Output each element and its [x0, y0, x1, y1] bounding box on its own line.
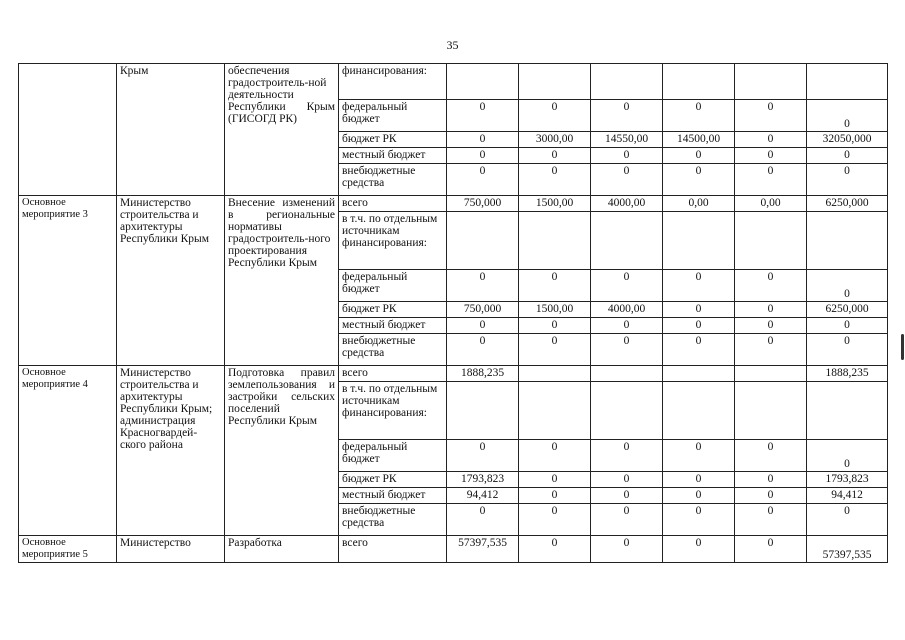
value-cell: 0	[519, 148, 591, 164]
funding-source-cell: внебюджетные средства	[339, 504, 447, 536]
value-cell: 0	[519, 488, 591, 504]
value-cell	[807, 212, 888, 270]
value-cell: 0	[591, 488, 663, 504]
table-row	[19, 536, 888, 563]
value-cell: 0	[807, 100, 888, 132]
value-cell	[591, 366, 663, 382]
value-cell: 57397,535	[447, 536, 519, 563]
value-cell: 0	[519, 270, 591, 302]
funding-source-cell: местный бюджет	[339, 488, 447, 504]
value-cell: 0	[591, 148, 663, 164]
value-cell	[807, 382, 888, 440]
value-cell: 750,000	[447, 302, 519, 318]
value-cell	[519, 212, 591, 270]
value-cell: 0	[735, 270, 807, 302]
value-cell: 0	[807, 270, 888, 302]
value-cell: 0	[663, 164, 735, 196]
funding-source-cell: федеральный бюджет	[339, 440, 447, 472]
value-cell: 0	[807, 440, 888, 472]
value-cell: 1888,235	[807, 366, 888, 382]
value-cell	[591, 64, 663, 100]
value-cell: 0	[447, 148, 519, 164]
value-cell: 0	[735, 440, 807, 472]
value-cell	[519, 382, 591, 440]
value-cell: 0	[663, 536, 735, 563]
funding-source-cell: местный бюджет	[339, 148, 447, 164]
value-cell: 0	[591, 318, 663, 334]
value-cell: 0	[735, 488, 807, 504]
value-cell: 0	[591, 504, 663, 536]
value-cell	[663, 64, 735, 100]
value-cell: 0	[591, 270, 663, 302]
value-cell: 4000,00	[591, 302, 663, 318]
table-row	[19, 196, 888, 212]
value-cell: 0	[735, 318, 807, 334]
value-cell: 1500,00	[519, 196, 591, 212]
description-cell: Внесение изменений в региональные нормативы градостроитель-ного проектирования Республики Крым	[225, 196, 339, 366]
value-cell: 0	[447, 164, 519, 196]
table-row	[19, 366, 888, 382]
value-cell: 0	[447, 318, 519, 334]
executor-cell: Министерство строительства и архитектуры Республики Крым; администрация Красногвардей-ского района	[117, 366, 225, 536]
value-cell: 0	[807, 504, 888, 536]
activity-cell: Основное мероприятие 3	[19, 196, 117, 366]
value-cell	[591, 382, 663, 440]
funding-source-cell: федеральный бюджет	[339, 100, 447, 132]
value-cell: 0	[663, 504, 735, 536]
value-cell: 0	[735, 164, 807, 196]
activity-cell: Основное мероприятие 4	[19, 366, 117, 536]
value-cell: 1500,00	[519, 302, 591, 318]
table-row	[19, 64, 888, 100]
value-cell	[447, 382, 519, 440]
value-cell: 0	[735, 472, 807, 488]
value-cell: 94,412	[447, 488, 519, 504]
value-cell: 0	[591, 472, 663, 488]
value-cell: 0	[519, 504, 591, 536]
value-cell: 0,00	[735, 196, 807, 212]
value-cell: 0	[735, 100, 807, 132]
value-cell: 14550,00	[591, 132, 663, 148]
value-cell: 0	[447, 100, 519, 132]
value-cell: 0	[735, 334, 807, 366]
funding-source-cell: внебюджетные средства	[339, 334, 447, 366]
value-cell: 3000,00	[519, 132, 591, 148]
value-cell: 0	[735, 536, 807, 563]
funding-source-cell: бюджет РК	[339, 132, 447, 148]
value-cell	[447, 64, 519, 100]
value-cell: 32050,000	[807, 132, 888, 148]
value-cell: 0	[519, 472, 591, 488]
funding-source-cell: финансирования:	[339, 64, 447, 100]
funding-source-cell: бюджет РК	[339, 302, 447, 318]
value-cell: 0	[519, 318, 591, 334]
value-cell: 0	[663, 318, 735, 334]
value-cell: 1793,823	[447, 472, 519, 488]
value-cell: 0	[591, 440, 663, 472]
value-cell: 0	[663, 440, 735, 472]
description-cell: Подготовка правил землепользования и застройки сельских поселений Республики Крым	[225, 366, 339, 536]
value-cell	[591, 212, 663, 270]
value-cell: 0	[663, 148, 735, 164]
value-cell: 0	[735, 148, 807, 164]
value-cell: 0	[447, 270, 519, 302]
funding-source-cell: в т.ч. по отдельным источникам финансирования:	[339, 382, 447, 440]
value-cell: 0	[807, 318, 888, 334]
value-cell: 0	[735, 504, 807, 536]
value-cell: 6250,000	[807, 196, 888, 212]
value-cell: 0	[519, 536, 591, 563]
funding-source-cell: бюджет РК	[339, 472, 447, 488]
value-cell: 57397,535	[807, 536, 888, 563]
value-cell: 0	[519, 334, 591, 366]
description-cell: обеспечения градостроитель-ной деятельности Республики Крым (ГИСОГД РК)	[225, 64, 339, 196]
value-cell: 0	[447, 334, 519, 366]
scan-mark	[901, 334, 904, 360]
value-cell: 0,00	[663, 196, 735, 212]
funding-source-cell: всего	[339, 196, 447, 212]
value-cell: 0	[735, 302, 807, 318]
executor-cell: Министерство	[117, 536, 225, 563]
value-cell: 0	[447, 132, 519, 148]
value-cell: 0	[663, 472, 735, 488]
value-cell	[663, 212, 735, 270]
value-cell: 0	[663, 100, 735, 132]
value-cell	[663, 382, 735, 440]
value-cell	[735, 382, 807, 440]
value-cell: 0	[447, 504, 519, 536]
value-cell: 750,000	[447, 196, 519, 212]
funding-source-cell: в т.ч. по отдельным источникам финансирования:	[339, 212, 447, 270]
executor-cell: Крым	[117, 64, 225, 196]
value-cell: 0	[447, 440, 519, 472]
value-cell: 0	[663, 334, 735, 366]
value-cell	[519, 64, 591, 100]
value-cell: 0	[807, 164, 888, 196]
funding-source-cell: местный бюджет	[339, 318, 447, 334]
value-cell	[519, 366, 591, 382]
funding-source-cell: всего	[339, 366, 447, 382]
description-cell: Разработка	[225, 536, 339, 563]
value-cell	[735, 366, 807, 382]
value-cell: 0	[519, 440, 591, 472]
funding-source-cell: всего	[339, 536, 447, 563]
value-cell: 0	[807, 148, 888, 164]
value-cell: 0	[519, 100, 591, 132]
value-cell	[735, 212, 807, 270]
value-cell: 0	[591, 536, 663, 563]
value-cell: 0	[591, 334, 663, 366]
funding-source-cell: внебюджетные средства	[339, 164, 447, 196]
value-cell: 94,412	[807, 488, 888, 504]
page-number: 35	[446, 38, 459, 52]
value-cell	[663, 366, 735, 382]
value-cell: 0	[591, 164, 663, 196]
activity-cell	[19, 64, 117, 196]
activity-cell: Основное мероприятие 5	[19, 536, 117, 563]
value-cell: 0	[663, 270, 735, 302]
value-cell	[807, 64, 888, 100]
value-cell: 0	[519, 164, 591, 196]
value-cell: 1793,823	[807, 472, 888, 488]
value-cell: 6250,000	[807, 302, 888, 318]
value-cell: 0	[663, 488, 735, 504]
value-cell: 0	[591, 100, 663, 132]
value-cell	[735, 64, 807, 100]
budget-table	[18, 63, 888, 563]
executor-cell: Министерство строительства и архитектуры Республики Крым	[117, 196, 225, 366]
value-cell: 4000,00	[591, 196, 663, 212]
funding-source-cell: федеральный бюджет	[339, 270, 447, 302]
value-cell: 0	[663, 302, 735, 318]
value-cell: 1888,235	[447, 366, 519, 382]
value-cell: 0	[807, 334, 888, 366]
value-cell: 14500,00	[663, 132, 735, 148]
value-cell: 0	[735, 132, 807, 148]
value-cell	[447, 212, 519, 270]
